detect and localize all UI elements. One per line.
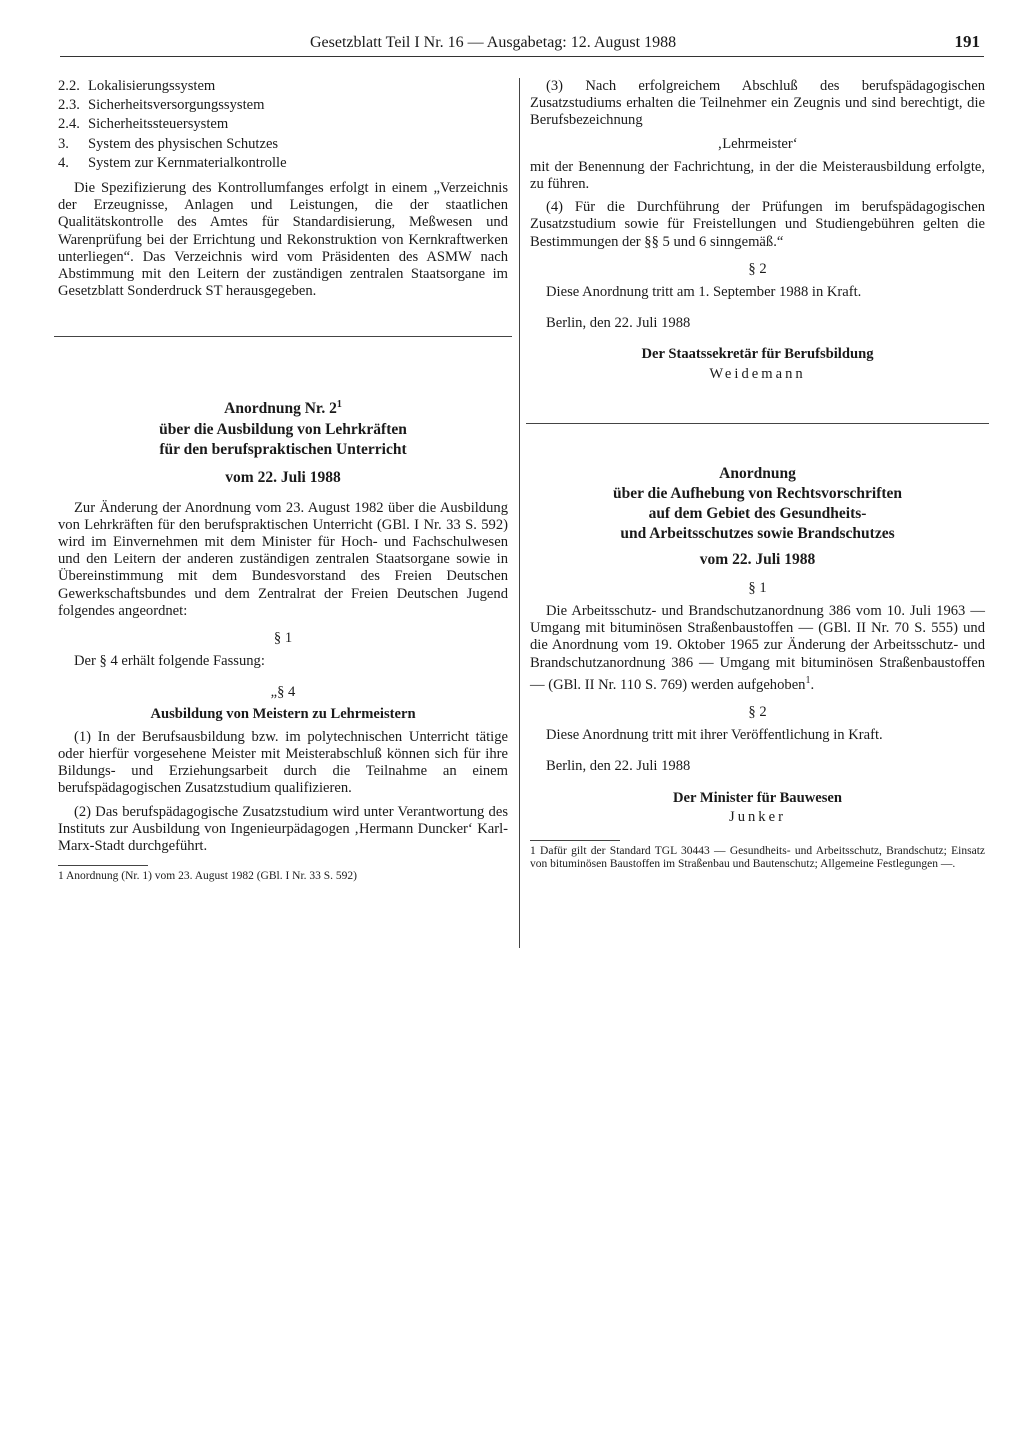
footnote-rule [530,840,620,841]
section-4-heading: „§ 4 [270,684,296,701]
ordinance-date: vom 22. Juli 1988 [225,468,341,486]
section-1-text: Die Arbeitsschutz- und Brandschutzanordnung 386 vom 10. Juli 1963 — Umgang mit bituminösen Straßenbaustoffen — (GBl. II Nr. 70 S. 555) und die Anordnung vom 19. Oktober 1965 zur Änderung der Arbeitsschutz- und Brandschutzanordnung 386 — Umgang mit bituminösen Straßenbaustoffen — (GBl. II Nr. 110 S. 769) werden aufgehoben$^1$. [530,603,985,693]
place-date: Berlin, den 22. Juli 1988 [546,315,691,332]
paragraph-3-continued: mit der Benennung der Fachrichtung, in der die Meisterausbildung erfolgte, zu führen. [530,158,985,193]
ordinance-title: Anordnung Nr. $2^1$ [224,399,342,418]
signatory-name: Junker [729,808,786,825]
section-1-text: Der § 4 erhält folgende Fassung: [74,653,265,670]
signatory-title: Der Staatssekretär für Berufsbildung [641,346,874,363]
section-2-text: Diese Anordnung tritt mit ihrer Veröffentlichung in Kraft. [546,727,883,744]
paragraph-2: (2) Das berufspädagogische Zusatzstudium wird unter Verantwortung des Instituts zur Ausbildung von Ingenieurpädagogen ‚Hermann Duncker‘ Karl-Marx-Stadt durchgeführt. [58,803,508,855]
list-item: 2.4. Sicherheitssteuersystem [58,116,229,133]
footnote: 1 Dafür gilt der Standard TGL 30443 — Gesundheits- und Arbeitsschutz, Brandschutz; Einsatz von bituminösen Baustoffen im Straßenbau und Bautenschutz; Allgemeine Festlegungen —. [530,844,985,871]
page-number: 191 [954,32,980,51]
section-2-text: Diese Anordnung tritt am 1. September 1988 in Kraft. [546,284,862,301]
left-column [58,78,508,884]
header-title: Gesetzblatt Teil I Nr. 16 — Ausgabetag: 12. August 1988 [310,34,677,51]
column-divider [519,78,520,948]
footnote: 1 Anordnung (Nr. 1) vom 23. August 1982 (GBl. I Nr. 33 S. 592) [58,870,357,883]
signatory-title: Der Minister für Bauwesen [672,789,843,806]
paragraph-4: (4) Für die Durchführung der Prüfungen im berufspädagogischen Zusatzstudium sowie für Freistellungen und Studiengebühren gelten die Bestimmungen der §§ 5 und 6 sinngemäß.“ [530,199,985,250]
section-4-title: Ausbildung von Meistern zu Lehrmeistern [150,705,416,722]
specification-paragraph: Die Spezifizierung des Kontrollumfanges erfolgt in einem „Verzeichnis der Erzeugnisse, Anlagen und Leistungen, die der staatlichen Qualitätskontrolle des Amtes für Standardisierung, Meßwesen und Warenprüfung bei der Errichtung und Rekonstruktion von Kernkraftwerken unterliegen“. Das Verzeichnis wird vom Präsidenten des ASMW nach Abstimmung mit den Leitern der zuständigen zentralen Staatsorgane im Gesetzblatt Sonderdruck ST herausgegeben. [58,180,508,300]
section-1-heading: § 1 [748,579,767,596]
footnote-rule [58,865,148,866]
signatory-name: Weidemann [709,365,806,382]
system-list [58,78,508,172]
ordinance-title-line: auf dem Gebiet des Gesundheits- [648,504,867,522]
paragraph-1: (1) In der Berufsausbildung bzw. im polytechnischen Unterricht tätige oder hierfür vorgesehene Meister mit Meisterabschluß können sich für ihre Bildungs- und Erziehungsarbeit durch die Teilnahme an einem berufspädagogischen Zusatzstudium qualifizieren. [58,728,508,797]
ordinance-title-line: über die Ausbildung von Lehrkräften [159,420,407,438]
preamble: Zur Änderung der Anordnung vom 23. August 1982 über die Ausbildung von Lehrkräften für den berufspraktischen Unterricht (GBl. I Nr. 33 S. 592) wird im Einvernehmen mit dem Minister für Hoch- und Fachschulwesen und den Leitern der anderen zuständigen zentralen Staatsorgane sowie in Übereinstimmung mit dem Bundesvorstand des Freien Deutschen Gewerkschaftsbundes und dem Zentralrat der Freien Deutschen Jugend folgendes angeordnet: [58,499,508,619]
section-2-heading: § 2 [748,260,767,277]
section-1-heading: § 1 [273,630,293,647]
right-column [530,78,985,872]
ordinance-date: vom 22. Juli 1988 [699,550,816,568]
list-item: 4. System zur Kernmaterialkontrolle [58,154,287,171]
place-date: Berlin, den 22. Juli 1988 [546,758,691,775]
ordinance-title: Anordnung [719,464,796,482]
list-item: 3. System des physischen Schutzes [58,135,279,152]
list-item: 2.2. Lokalisierungssystem [58,78,216,94]
ordinance-title-line: für den berufspraktischen Unterricht [159,440,407,458]
ordinance-title-line: über die Aufhebung von Rechtsvorschriften [612,484,903,502]
ordinance-title-line: und Arbeitsschutzes sowie Brandschutzes [620,524,895,542]
job-title-quote: ‚Lehrmeister‘ [717,135,798,152]
section-2-heading: § 2 [748,703,767,720]
paragraph-3: (3) Nach erfolgreichem Abschluß des berufspädagogischen Zusatzstudiums erhalten die Teilnehmer ein Zeugnis und sind berechtigt, die Berufsbezeichnung [530,78,985,129]
list-item: 2.3. Sicherheitsversorgungssystem [58,97,265,114]
running-header [60,34,984,57]
